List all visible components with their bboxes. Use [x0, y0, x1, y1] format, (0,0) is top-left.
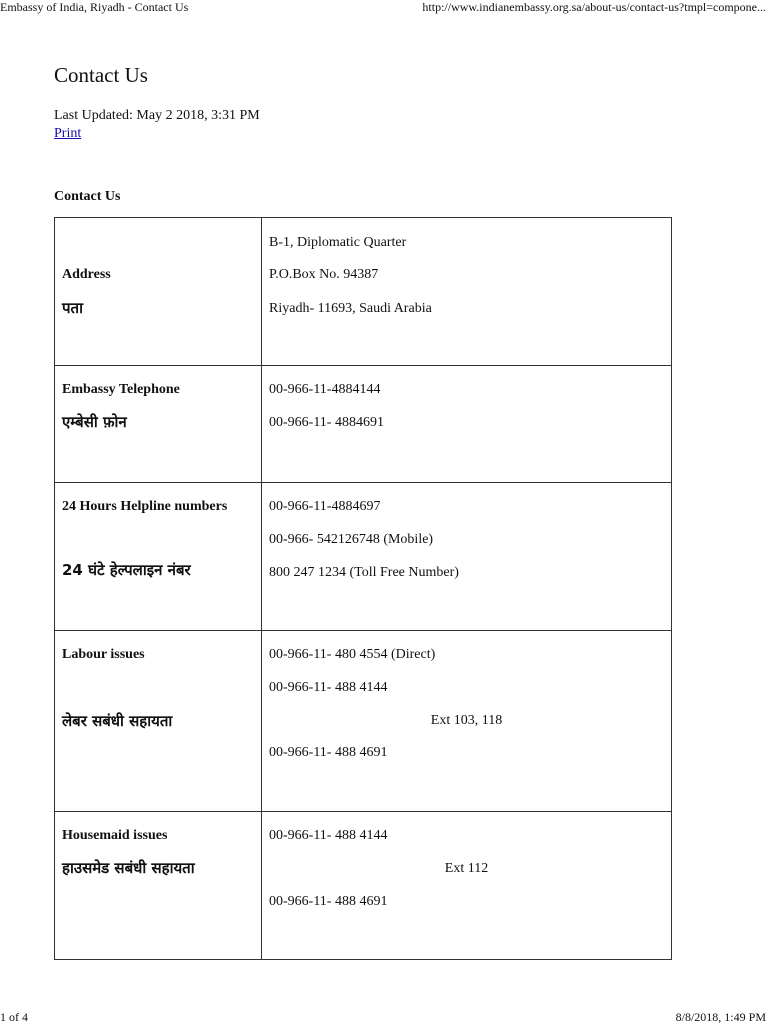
table-row-address: [55, 218, 672, 366]
last-updated: Last Updated: May 2 2018, 3:31 PM: [54, 108, 260, 123]
extension-text: Ext 112: [444, 861, 489, 876]
label-cell: [55, 812, 262, 960]
label-cell: [55, 483, 262, 631]
label-cell: [55, 366, 262, 483]
page-title: Contact Us: [54, 63, 148, 87]
window-title: Embassy of India, Riyadh - Contact Us: [0, 0, 189, 14]
print-link[interactable]: Print: [54, 126, 82, 141]
value-cell: [262, 483, 672, 631]
phone-number: 00-966-11-4884697: [269, 499, 381, 514]
print-timestamp: 8/8/2018, 1:49 PM: [675, 1010, 766, 1024]
phone-number: 00-966-11- 488 4144: [269, 680, 388, 695]
value-cell: [262, 218, 672, 366]
table-row-helpline: [55, 483, 672, 631]
address-line: Riyadh- 11693, Saudi Arabia: [269, 301, 432, 316]
address-line: P.O.Box No. 94387: [269, 267, 379, 282]
value-cell: [262, 631, 672, 812]
table-row-labour: [55, 631, 672, 812]
phone-number: 00-966-11- 488 4691: [269, 745, 388, 760]
value-cell: [262, 366, 672, 483]
phone-number: 00-966-11- 488 4691: [269, 894, 388, 909]
label-english: 24 Hours Helpline numbers: [62, 499, 228, 514]
table-row-telephone: [55, 366, 672, 483]
address-line: B-1, Diplomatic Quarter: [269, 235, 407, 250]
label-cell: [55, 218, 262, 366]
phone-number: 00-966-11- 488 4144: [269, 828, 388, 843]
page-url: http://www.indianembassy.org.sa/about-us/contact-us?tmpl=compone...: [422, 0, 766, 14]
label-hindi: एम्बेसी फ़ोन: [62, 413, 127, 431]
phone-number: 00-966- 542126748 (Mobile): [269, 532, 434, 547]
phone-number: 00-966-11-4884144: [269, 382, 381, 397]
table-row-housemaid: [55, 812, 672, 960]
label-english: Housemaid issues: [62, 828, 168, 843]
label-hindi: लेबर सबंधी सहायता: [62, 712, 173, 730]
phone-number: 00-966-11- 480 4554 (Direct): [269, 647, 436, 662]
label-cell: [55, 631, 262, 812]
label-english: Embassy Telephone: [62, 382, 180, 397]
label-hindi: 24 घंटे हेल्पलाइन नंबर: [62, 561, 191, 579]
label-hindi: हाउसमेड सबंधी सहायता: [62, 859, 195, 877]
extension-text: Ext 103, 118: [430, 713, 503, 728]
value-cell: [262, 812, 672, 960]
section-heading: Contact Us: [54, 189, 121, 204]
label-hindi: पता: [62, 299, 83, 317]
page-indicator: 1 of 4: [0, 1010, 28, 1024]
label-english: Address: [62, 267, 111, 282]
phone-number: 00-966-11- 4884691: [269, 415, 384, 430]
label-english: Labour issues: [62, 647, 145, 662]
phone-number: 800 247 1234 (Toll Free Number): [269, 565, 459, 580]
contact-table: [54, 217, 672, 960]
